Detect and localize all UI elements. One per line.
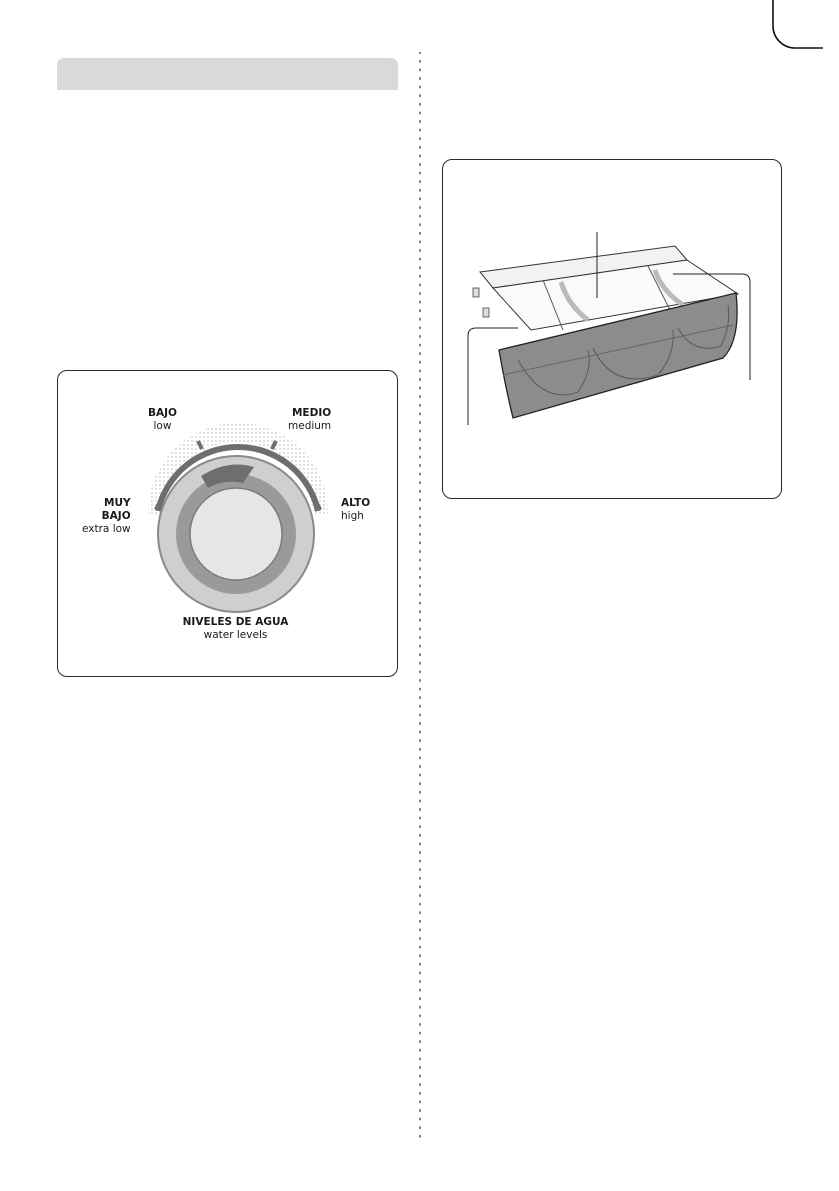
section-header-bar	[57, 58, 398, 90]
level-bajo: BAJO low	[148, 407, 177, 432]
level-medio: MEDIO medium	[288, 407, 332, 432]
water-level-dial-panel	[57, 370, 398, 677]
level-alto: ALTO high	[341, 497, 371, 522]
detergent-drawer-icon	[443, 160, 782, 499]
level-muy-bajo: MUY BAJO extra low	[82, 497, 131, 535]
column-divider	[419, 52, 421, 1138]
detergent-drawer-panel	[442, 159, 782, 499]
dial-title: NIVELES DE AGUA water levels	[182, 616, 289, 641]
crop-mark-icon	[771, 0, 823, 56]
